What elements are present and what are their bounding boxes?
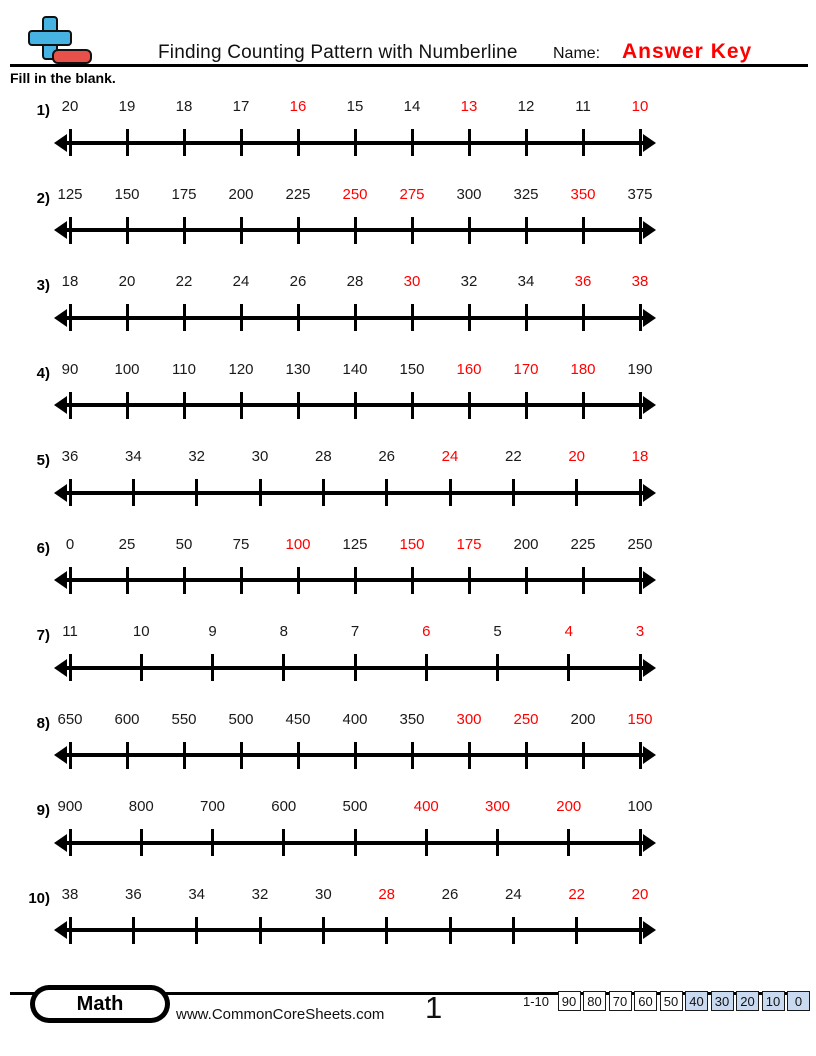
numberline-answer-value: 250 [342,185,368,203]
tick-mark [354,304,357,331]
problem-number: 5) [36,452,50,469]
score-range-label: 1-10 [522,993,549,1009]
numberline-answer-value: 400 [413,798,439,815]
tick-mark [69,129,72,156]
tick-mark [354,654,357,681]
tick-mark [240,742,243,769]
numberline-value: 38 [61,885,79,903]
numberline-value: 18 [61,273,79,290]
numberline-value: 34 [517,273,535,290]
numberline-answer-value: 250 [513,710,539,728]
tick-mark [282,654,285,681]
problem-row [0,448,816,536]
problem-row [0,273,816,361]
numberline-answer-value: 4 [564,623,573,640]
tick-mark [195,479,198,506]
tick-mark [69,567,72,594]
numberline-value: 200 [228,185,254,203]
instruction-text: Fill in the blank. [10,70,116,86]
tick-mark [639,917,642,944]
score-cell: 80 [583,991,606,1011]
worksheet-footer [0,988,816,1038]
tick-mark [354,567,357,594]
numberline [61,885,649,950]
score-cell: 70 [609,991,632,1011]
tick-mark [126,304,129,331]
numberline-value: 190 [627,360,653,378]
numberline-value: 100 [114,360,140,378]
tick-mark [126,392,129,419]
numberline-value: 150 [399,360,425,378]
numberline-value: 12 [517,98,535,115]
tick-mark [567,654,570,681]
numberline-answer-value: 20 [631,885,649,903]
numberline-answer-value: 150 [399,535,425,553]
tick-mark [385,917,388,944]
tick-mark [525,304,528,331]
problem-row [0,711,816,799]
tick-mark [69,217,72,244]
tick-mark [183,392,186,419]
numberline-value: 30 [314,885,332,903]
numberline-value: 150 [114,185,140,203]
tick-mark [639,392,642,419]
numberline-value: 700 [199,798,226,815]
tick-mark [582,304,585,331]
tick-mark [69,654,72,681]
numberline-value: 125 [57,185,83,203]
numberline-answer-value: 3 [635,623,645,640]
right-arrow-icon [643,484,656,502]
subject-badge [30,985,170,1023]
numberline [62,623,645,687]
numberline-value: 200 [570,710,596,728]
score-cell: 0 [787,991,810,1011]
numberline-value: 100 [627,798,653,815]
numberline-answer-value: 36 [574,273,592,290]
problem-number: 4) [36,364,50,382]
numberline-answer-value: 6 [422,623,431,640]
tick-mark [132,917,135,944]
left-arrow-icon [54,746,67,764]
tick-mark [639,479,642,506]
problem-row [0,623,816,711]
tick-mark [575,479,578,506]
numberline-value: 75 [232,535,250,553]
left-arrow-icon [54,834,67,852]
tick-mark [183,217,186,244]
tick-mark [183,129,186,156]
problem-number: 6) [36,539,50,557]
numberline-value: 20 [61,98,79,115]
numberline-value: 375 [627,185,653,203]
tick-mark [69,304,72,331]
numberline-value: 250 [627,535,653,553]
numberline-value: 17 [232,98,250,115]
numberline-value: 200 [513,535,539,553]
tick-mark [525,567,528,594]
numberline-value: 110 [172,360,196,378]
left-arrow-icon [54,571,67,589]
numberline-answer-value: 38 [631,273,649,290]
score-cell: 40 [685,991,708,1011]
problem-number: 10) [28,889,50,907]
numberline-value: 400 [342,710,368,728]
tick-mark [582,742,585,769]
tick-mark [468,567,471,594]
numberline [61,448,649,512]
numberline [61,273,649,337]
tick-mark [582,392,585,419]
tick-mark [425,654,428,681]
right-arrow-icon [643,746,656,764]
tick-mark [468,304,471,331]
numberline-answer-value: 30 [403,273,421,290]
numberline-answer-value: 150 [627,710,653,728]
numberline [65,535,653,600]
numberline [61,98,649,162]
tick-mark [525,129,528,156]
numberline-value: 36 [61,448,79,465]
score-table [523,991,810,1011]
worksheet-title: Finding Counting Pattern with Numberline [158,42,518,63]
numberline-value: 24 [232,273,250,290]
numberline-value: 19 [118,98,136,115]
numberline-value: 30 [251,448,269,465]
problem-row [0,186,816,274]
tick-mark [126,129,129,156]
tick-mark [468,392,471,419]
numberline-value: 0 [65,535,75,553]
right-arrow-icon [643,834,656,852]
numberline-answer-value: 100 [285,535,311,553]
tick-mark [354,829,357,856]
tick-mark [240,567,243,594]
tick-mark [322,917,325,944]
numberline-value: 32 [460,273,478,290]
problem-row [0,886,816,974]
numberline-answer-value: 16 [289,98,307,115]
tick-mark [69,742,72,769]
tick-mark [259,917,262,944]
numberline-value: 28 [346,273,364,290]
numberline [57,185,653,250]
problem-row [0,98,816,186]
tick-mark [354,129,357,156]
tick-mark [183,304,186,331]
numberline-value: 10 [132,623,150,640]
numberline-value: 8 [279,623,288,640]
numberline-answer-value: 170 [513,360,539,378]
right-arrow-icon [643,659,656,677]
numberline-answer-value: 24 [441,448,459,465]
tick-mark [240,217,243,244]
tick-mark [449,917,452,944]
tick-mark [126,567,129,594]
numberline-value: 600 [114,710,140,728]
numberline-value: 225 [285,185,311,203]
numberline-value: 26 [441,885,459,903]
tick-mark [411,742,414,769]
tick-mark [468,129,471,156]
numberline-value: 350 [399,710,425,728]
tick-mark [354,392,357,419]
tick-mark [512,479,515,506]
numberline-value: 300 [456,185,482,203]
logo-minus-bar [52,49,92,64]
tick-mark [567,829,570,856]
problem-number: 1) [36,102,50,119]
left-arrow-icon [54,484,67,502]
tick-mark [69,829,72,856]
tick-mark [639,567,642,594]
tick-mark [240,392,243,419]
left-arrow-icon [54,309,67,327]
numberline-value: 225 [570,535,596,553]
numberline-value: 325 [513,185,539,203]
plus-minus-logo-icon [28,16,90,66]
problem-number: 9) [36,802,50,819]
tick-mark [354,742,357,769]
score-cell: 10 [762,991,785,1011]
numberline-value: 11 [575,98,591,115]
numberline-value: 500 [342,798,368,815]
tick-mark [297,392,300,419]
header-divider [10,64,808,67]
tick-mark [639,129,642,156]
numberline-value: 11 [62,623,78,640]
numberline-value: 28 [314,448,332,465]
numberline-value: 5 [493,623,502,640]
page-number: 1 [425,990,443,1025]
score-cell: 60 [634,991,657,1011]
tick-mark [126,217,129,244]
left-arrow-icon [54,134,67,152]
tick-mark [240,304,243,331]
tick-mark [297,217,300,244]
numberline-value: 650 [57,710,83,728]
tick-mark [354,217,357,244]
score-cell: 30 [711,991,734,1011]
numberline-value: 14 [403,98,421,115]
tick-mark [411,217,414,244]
right-arrow-icon [643,134,656,152]
tick-mark [411,129,414,156]
numberline-answer-value: 160 [456,360,482,378]
problem-row [0,361,816,449]
numberline-value: 900 [57,798,83,815]
numberline-value: 50 [175,535,193,553]
numberline-answer-value: 180 [570,360,596,378]
numberline-answer-value: 350 [570,185,596,203]
problem-row [0,536,816,624]
name-label: Name: [553,45,601,62]
tick-mark [496,829,499,856]
left-arrow-icon [54,921,67,939]
numberline-value: 32 [251,885,269,903]
tick-mark [385,479,388,506]
numberline-track [64,928,646,932]
numberline [61,360,653,425]
right-arrow-icon [643,571,656,589]
tick-mark [132,479,135,506]
right-arrow-icon [643,396,656,414]
left-arrow-icon [54,659,67,677]
numberline-value: 7 [350,623,360,640]
numberline-answer-value: 10 [631,98,649,115]
numberline-value: 120 [228,360,254,378]
tick-mark [297,567,300,594]
tick-mark [449,479,452,506]
numberline-value: 125 [342,535,368,553]
numberline-value: 550 [171,710,197,728]
score-cell: 50 [660,991,683,1011]
tick-mark [525,392,528,419]
numberline-value: 90 [61,360,79,378]
numberline-value: 500 [228,710,254,728]
tick-mark [69,479,72,506]
numberline-value: 25 [118,535,136,553]
numberline-value: 34 [124,448,142,465]
numberline-value: 600 [271,798,297,815]
numberline [57,798,653,862]
problem-number: 3) [36,277,50,294]
website-link[interactable]: www.CommonCoreSheets.com [176,1006,385,1023]
numberline-value: 9 [208,623,217,640]
numberline-value: 22 [175,273,193,290]
tick-mark [411,304,414,331]
numberline-answer-value: 18 [631,448,649,465]
numberline-value: 34 [188,885,205,903]
tick-mark [282,829,285,856]
right-arrow-icon [643,221,656,239]
tick-mark [512,917,515,944]
tick-mark [411,567,414,594]
numberline-value: 140 [342,360,368,378]
tick-mark [140,829,143,856]
score-cell: 90 [558,991,581,1011]
numberline-value: 800 [128,798,154,815]
tick-mark [211,654,214,681]
tick-mark [582,217,585,244]
worksheet-header [0,0,816,92]
numberline-value: 20 [118,273,136,290]
tick-mark [211,829,214,856]
subject-label: Math [35,990,165,1018]
tick-mark [639,742,642,769]
left-arrow-icon [54,396,67,414]
tick-mark [183,567,186,594]
numberline-answer-value: 300 [456,710,482,728]
problem-row [0,798,816,886]
numberline-value: 22 [504,448,522,465]
problem-number: 7) [36,627,50,644]
tick-mark [582,567,585,594]
tick-mark [525,217,528,244]
tick-mark [240,129,243,156]
tick-mark [639,829,642,856]
right-arrow-icon [643,309,656,327]
numberline-answer-value: 22 [568,885,585,903]
tick-mark [297,129,300,156]
numberline-track [64,491,646,495]
numberline-value: 450 [285,710,311,728]
tick-mark [525,742,528,769]
tick-mark [575,917,578,944]
tick-mark [639,304,642,331]
tick-mark [582,129,585,156]
problem-number: 2) [36,189,50,207]
tick-mark [126,742,129,769]
tick-mark [639,217,642,244]
numberline-value: 130 [285,360,311,378]
numberline-answer-value: 275 [399,185,425,203]
numberline-value: 26 [378,448,395,465]
numberline-answer-value: 300 [484,798,511,815]
numberline-answer-value: 200 [556,798,582,815]
tick-mark [425,829,428,856]
score-cell: 20 [736,991,759,1011]
problems-list [0,98,816,973]
numberline-value: 15 [346,98,364,115]
tick-mark [468,217,471,244]
tick-mark [297,742,300,769]
numberline-value: 18 [175,98,193,115]
numberline-value: 24 [504,885,522,903]
tick-mark [496,654,499,681]
numberline-answer-value: 175 [456,535,482,553]
problem-number: 8) [36,714,50,732]
numberline [57,710,653,775]
tick-mark [140,654,143,681]
answer-key-text: Answer Key [622,40,753,63]
tick-mark [195,917,198,944]
numberline-answer-value: 20 [568,448,585,465]
numberline-value: 175 [171,185,197,203]
numberline-value: 26 [289,273,307,290]
tick-mark [69,917,72,944]
numberline-value: 36 [124,885,142,903]
tick-mark [322,479,325,506]
tick-mark [259,479,262,506]
numberline-answer-value: 13 [460,98,478,115]
tick-mark [183,742,186,769]
tick-mark [468,742,471,769]
numberline-answer-value: 28 [378,885,395,903]
logo-plus-horizontal [28,30,72,46]
right-arrow-icon [643,921,656,939]
tick-mark [69,392,72,419]
left-arrow-icon [54,221,67,239]
tick-mark [297,304,300,331]
numberline-value: 32 [188,448,205,465]
tick-mark [639,654,642,681]
tick-mark [411,392,414,419]
